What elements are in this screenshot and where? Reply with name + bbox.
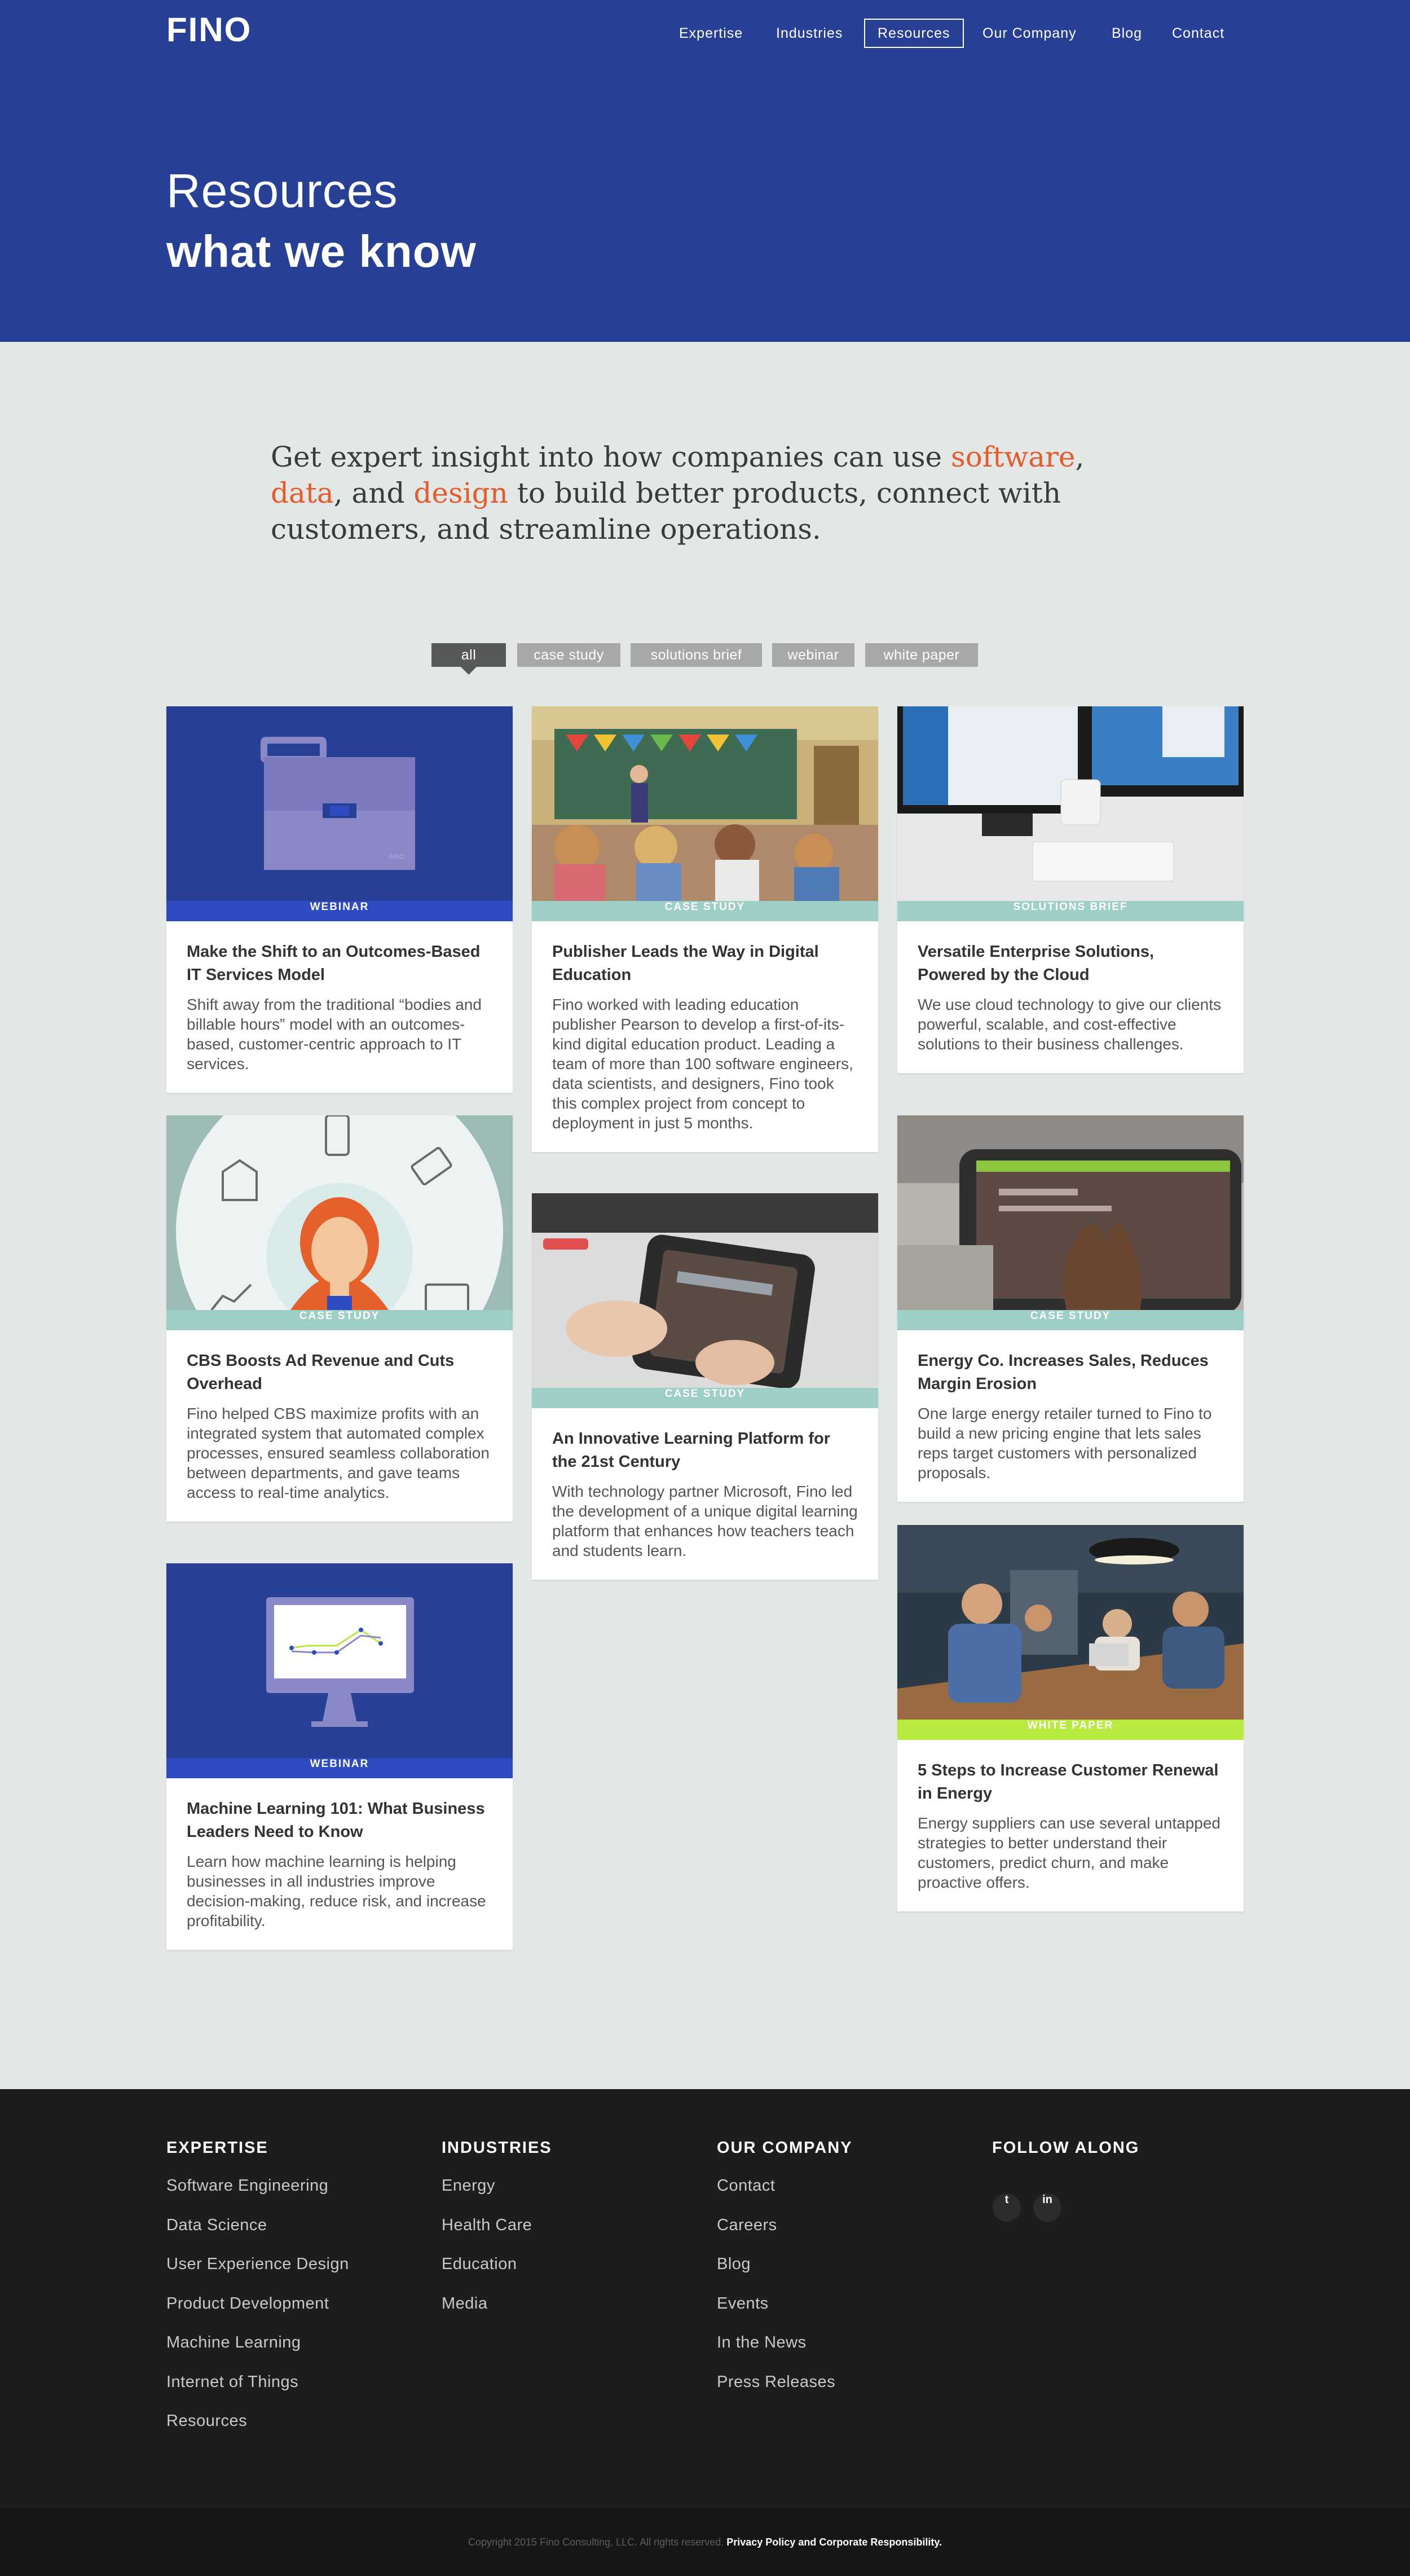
copyright-text: Copyright 2015 Fino Consulting, LLC. All rights reserved.: [468, 2537, 724, 2548]
card-tag: CASE STUDY: [532, 1388, 878, 1408]
copyright-bar: [0, 2508, 1410, 2576]
intro-part: Get expert insight into how companies can use: [271, 441, 951, 473]
privacy-policy-link[interactable]: Privacy Policy and Corporate Responsibility.: [726, 2537, 942, 2548]
intro-part: to build better products, connect with customers, and streamline operations.: [271, 477, 1061, 546]
footer-link[interactable]: Software Engineering: [166, 2177, 329, 2195]
linkedin-icon[interactable]: in: [1033, 2193, 1061, 2222]
footer-heading: INDUSTRIES: [442, 2139, 552, 2157]
footer-link[interactable]: Product Development: [166, 2294, 329, 2313]
footer-link[interactable]: Resources: [166, 2412, 248, 2430]
filter-bar: [0, 643, 1410, 668]
card-tag: WHITE PAPER: [897, 1720, 1244, 1740]
page-subtitle: what we know: [166, 226, 477, 276]
resource-card[interactable]: [897, 706, 1244, 1073]
intro-sep: ,: [1075, 441, 1085, 473]
footer-heading: EXPERTISE: [166, 2139, 268, 2157]
nav-contact[interactable]: Contact: [1172, 25, 1225, 41]
card-description: Energy suppliers can use several untapped strategies to better understand their customers, predict churn, and make proactive offers.: [918, 1814, 1221, 1891]
footer-link[interactable]: Data Science: [166, 2215, 267, 2234]
nav-blog[interactable]: Blog: [1112, 25, 1143, 41]
card-description: Learn how machine learning is helping businesses in all industries improve decision-making, reduce risk, and increase profitability.: [187, 1853, 486, 1929]
card-description: Shift away from the traditional “bodies and billable hours” model with an outcomes-based, customer-centric approach to IT services.: [187, 996, 482, 1072]
twitter-icon[interactable]: t: [993, 2193, 1021, 2222]
footer-link[interactable]: Blog: [717, 2255, 751, 2273]
card-description: One large energy retailer turned to Fino to build a new pricing engine that lets sales reps target customers with personalized proposals.: [918, 1405, 1212, 1482]
tablet-hand-photo: [897, 1115, 1244, 1310]
filter-solutions-brief[interactable]: solutions brief: [631, 643, 762, 667]
briefcase-icon: [166, 706, 513, 901]
footer-link[interactable]: Careers: [717, 2215, 777, 2234]
footer-link[interactable]: In the News: [717, 2333, 807, 2351]
footer-link[interactable]: Internet of Things: [166, 2372, 299, 2391]
footer-link[interactable]: User Experience Design: [166, 2255, 349, 2273]
footer-col-follow: [992, 2139, 1139, 2177]
footer-link[interactable]: Machine Learning: [166, 2333, 301, 2351]
footer-col-expertise: [166, 2139, 349, 2451]
classroom-photo: [532, 706, 878, 901]
footer-heading: FOLLOW ALONG: [992, 2139, 1140, 2157]
footer-link[interactable]: Energy: [442, 2177, 495, 2195]
logo[interactable]: FINO: [166, 11, 252, 49]
filter-webinar[interactable]: webinar: [772, 643, 854, 667]
footer-col-our-company: [717, 2139, 853, 2412]
card-tag: SOLUTIONS BRIEF: [897, 901, 1244, 921]
card-tag: CASE STUDY: [166, 1310, 513, 1330]
resource-card[interactable]: [166, 1115, 513, 1522]
nav-our-company[interactable]: Our Company: [982, 25, 1077, 41]
card-title[interactable]: Energy Co. Increases Sales, Reduces Margin Erosion: [918, 1352, 1209, 1393]
intro-highlight-software: software: [951, 441, 1076, 473]
footer-link[interactable]: Health Care: [442, 2215, 532, 2234]
card-title[interactable]: Make the Shift to an Outcomes-Based IT Services Model: [187, 943, 481, 984]
card-tag: WEBINAR: [166, 901, 513, 921]
card-description: Fino helped CBS maximize profits with an integrated system that automated complex processes, ensured seamless collaboration between departments, and gave teams access to real-time analytics.: [187, 1405, 490, 1501]
card-title[interactable]: Versatile Enterprise Solutions, Powered by the Cloud: [918, 943, 1155, 984]
resource-card[interactable]: [897, 1115, 1244, 1502]
svg-text:FINO: FINO: [389, 854, 404, 860]
filter-case-study[interactable]: case study: [517, 643, 620, 667]
card-description: We use cloud technology to give our clients powerful, scalable, and cost-effective solutions to their business challenges.: [918, 996, 1222, 1053]
resource-card[interactable]: [532, 1193, 878, 1580]
nav-resources[interactable]: Resources: [864, 19, 964, 48]
card-tag: CASE STUDY: [897, 1310, 1244, 1330]
card-title[interactable]: Publisher Leads the Way in Digital Education: [552, 943, 819, 984]
intro-text: [271, 439, 1139, 547]
filter-white-paper[interactable]: white paper: [865, 643, 978, 667]
footer-link[interactable]: Events: [717, 2294, 769, 2313]
card-description: Fino worked with leading education publisher Pearson to develop a first-of-its-kind digital education product. Leading a team of more than 100 software engineers, data scientists, and designers, Fino took this complex project from concept to deployment in just 5 months.: [552, 996, 853, 1132]
desktop-photo: [897, 706, 1244, 901]
filter-all[interactable]: all: [431, 643, 506, 667]
resource-card[interactable]: [897, 1525, 1244, 1911]
card-title[interactable]: Machine Learning 101: What Business Leaders Need to Know: [187, 1800, 485, 1841]
nav-industries[interactable]: Industries: [776, 25, 843, 41]
tablet-photo: [532, 1193, 878, 1388]
footer-heading: OUR COMPANY: [717, 2139, 853, 2157]
hero-banner: [0, 0, 1410, 342]
resource-card[interactable]: [166, 1563, 513, 1950]
card-title[interactable]: 5 Steps to Increase Customer Renewal in Energy: [918, 1761, 1219, 1803]
footer-col-industries: [442, 2139, 552, 2333]
intro-sep: , and: [333, 477, 414, 509]
footer-link[interactable]: Contact: [717, 2177, 775, 2195]
resource-card[interactable]: [166, 706, 513, 1093]
monitor-chart-icon: [166, 1563, 513, 1758]
footer-link[interactable]: Education: [442, 2255, 517, 2273]
card-title[interactable]: An Innovative Learning Platform for the 21st Century: [552, 1430, 831, 1471]
person-illustration: [166, 1115, 513, 1310]
intro-highlight-design: design: [413, 477, 508, 509]
card-title[interactable]: CBS Boosts Ad Revenue and Cuts Overhead: [187, 1352, 455, 1393]
card-tag: CASE STUDY: [532, 901, 878, 921]
page-title: Resources: [166, 164, 398, 217]
resource-card[interactable]: [532, 706, 878, 1152]
nav-expertise[interactable]: Expertise: [679, 25, 743, 41]
site-footer: [0, 2089, 1410, 2508]
footer-link[interactable]: Press Releases: [717, 2372, 836, 2391]
intro-highlight-data: data: [271, 477, 334, 509]
main-nav: [0, 19, 1410, 48]
meeting-photo: [897, 1525, 1244, 1720]
footer-link[interactable]: Media: [442, 2294, 488, 2313]
card-description: With technology partner Microsoft, Fino led the development of a unique digital learning platform that enhances how teachers teach and students learn.: [552, 1483, 858, 1559]
card-tag: WEBINAR: [166, 1758, 513, 1778]
